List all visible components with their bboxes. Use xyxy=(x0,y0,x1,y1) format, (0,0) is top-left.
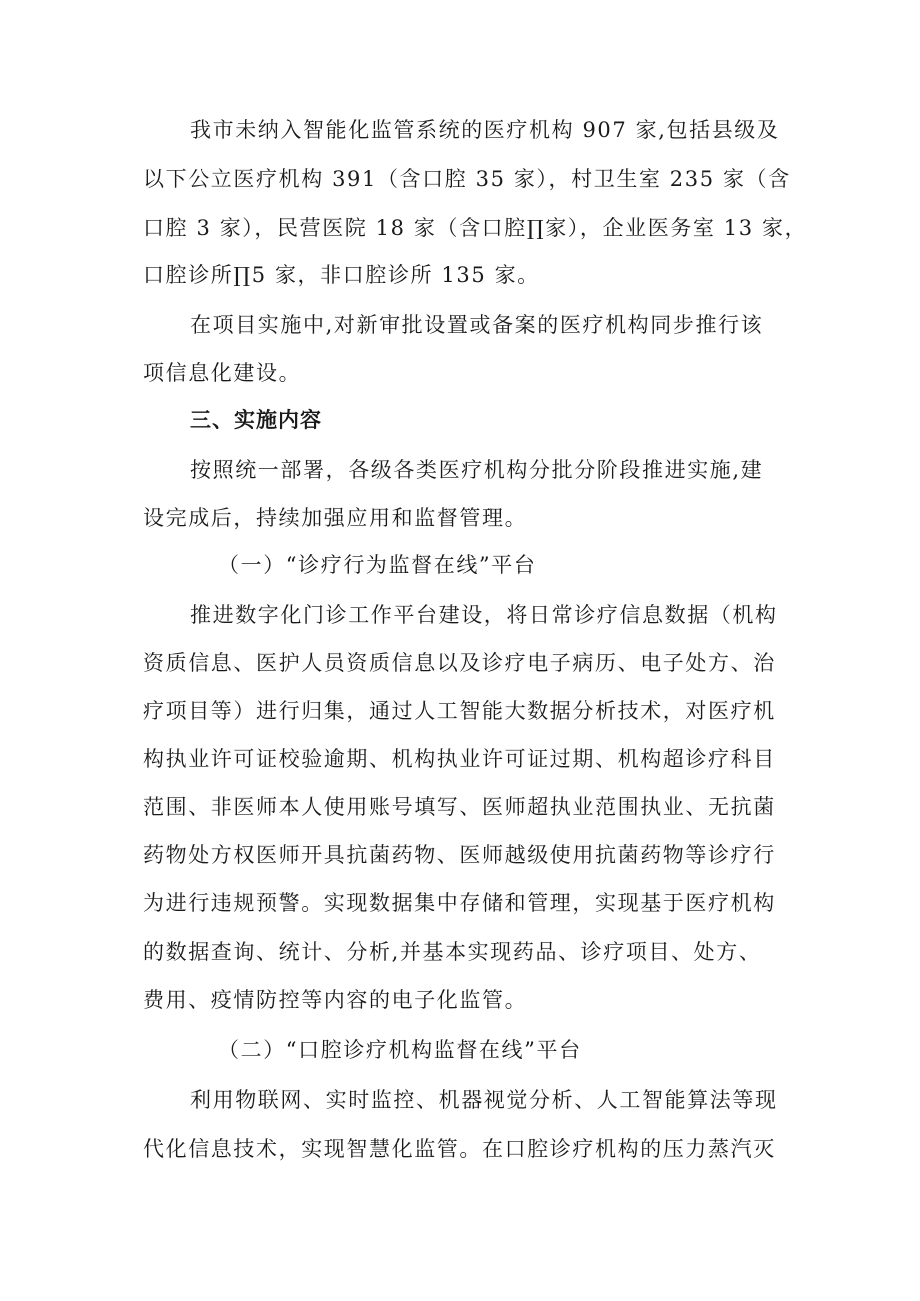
paragraph-5-line-1: 利用物联网、实时监控、机器视觉分析、人工智能算法等现 xyxy=(190,1088,778,1112)
paragraph-2-line-1: 在项目实施中,对新审批设置或备案的医疗机构同步推行该 xyxy=(190,313,764,337)
paragraph-4-line-3: 疗项目等）进行归集，通过人工智能大数据分析技术，对医疗机 xyxy=(143,699,776,723)
paragraph-4-line-5: 范围、非医师本人使用账号填写、医师超执业范围执业、无抗菌 xyxy=(143,795,776,819)
section-3-heading: 三、实施内容 xyxy=(190,408,322,432)
paragraph-2-line-2: 项信息化建设。 xyxy=(143,361,302,385)
paragraph-4-line-4: 构执业许可证校验逾期、机构执业许可证过期、机构超诊疗科目 xyxy=(143,747,776,771)
paragraph-3-line-1: 按照统一部署，各级各类医疗机构分批分阶段推进实施,建 xyxy=(190,458,764,482)
paragraph-4-line-6: 药物处方权医师开具抗菌药物、医师越级使用抗菌药物等诊疗行 xyxy=(143,843,776,867)
paragraph-1-line-2: 以下公立医疗机构 391（含口腔 35 家），村卫生室 235 家（含 xyxy=(143,167,791,191)
paragraph-4-line-1: 推进数字化门诊工作平台建设，将日常诊疗信息数据（机构 xyxy=(190,603,778,627)
paragraph-4-line-7: 为进行违规预警。实现数据集中存储和管理，实现基于医疗机构 xyxy=(143,891,776,915)
paragraph-1-line-1: 我市未纳入智能化监管系统的医疗机构 907 家,包括县级及 xyxy=(190,118,780,142)
paragraph-4-line-2: 资质信息、医护人员资质信息以及诊疗电子病历、电子处方、治 xyxy=(143,651,776,675)
paragraph-5-line-2: 代化信息技术，实现智慧化监管。在口腔诊疗机构的压力蒸汽灭 xyxy=(143,1137,776,1161)
subsection-1-heading: （一）“诊疗行为监督在线”平台 xyxy=(218,553,537,577)
paragraph-3-line-2: 设完成后，持续加强应用和监督管理。 xyxy=(143,506,528,530)
paragraph-4-line-9: 费用、疫情防控等内容的电子化监管。 xyxy=(143,988,528,1012)
paragraph-4-line-8: 的数据查询、统计、分析,并基本实现药品、诊疗项目、处方、 xyxy=(143,940,762,964)
subsection-2-heading: （二）“口腔诊疗机构监督在线”平台 xyxy=(218,1038,582,1062)
paragraph-1-line-4: 口腔诊所∏5 家，非口腔诊所 135 家。 xyxy=(143,263,540,287)
paragraph-1-line-3: 口腔 3 家），民营医院 18 家（含口腔∏家），企业医务室 13 家， xyxy=(143,216,808,240)
